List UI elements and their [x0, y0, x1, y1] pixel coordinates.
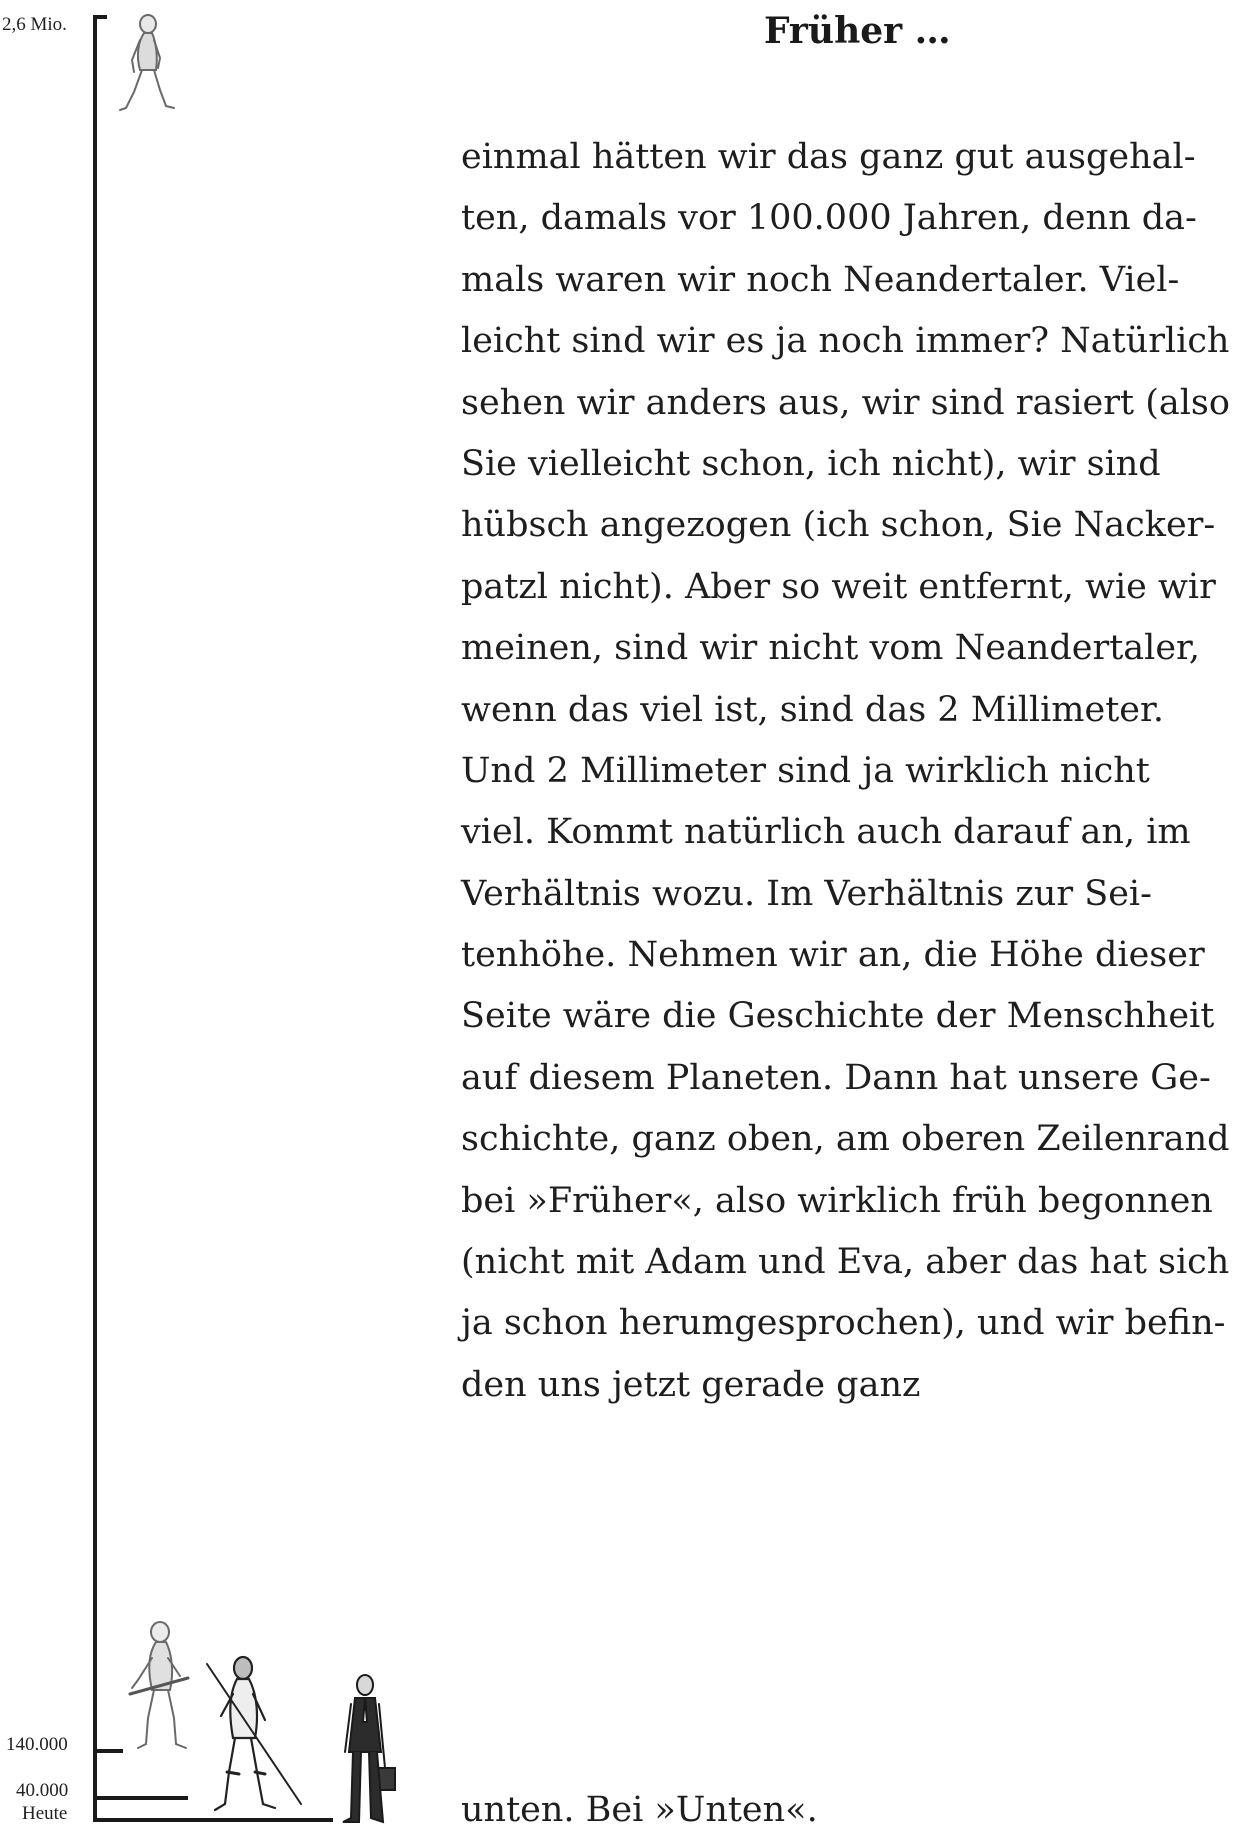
body-line: Und 2 Millimeter sind ja wirklich nicht [461, 750, 1150, 791]
body-line: patzl nicht). Aber so weit entfernt, wie wir [461, 566, 1216, 607]
timeline-label-140000: 140.000 [6, 1734, 68, 1755]
body-line: einmal hätten wir das ganz gut ausgehal- [461, 137, 1196, 177]
early-hominin-icon [112, 12, 184, 117]
timeline-label-40000: 40.000 [16, 1780, 69, 1801]
timeline-tick-40000 [93, 1796, 188, 1800]
neanderthal-icon [128, 1618, 198, 1754]
businessman-with-briefcase-icon [335, 1672, 397, 1824]
body-line: bei »Früher«, also wirklich früh begonnen [461, 1180, 1213, 1221]
body-line: hübsch angezogen (ich schon, Sie Nacker- [461, 505, 1216, 546]
body-line: Sie vielleicht schon, ich nicht), wir sind [461, 443, 1161, 484]
body-line: den uns jetzt gerade ganz [461, 1364, 921, 1405]
timeline-axis [93, 15, 97, 1822]
body-line: tenhöhe. Nehmen wir an, die Höhe dieser [461, 935, 1205, 976]
body-line: ja schon herumgesprochen), und wir befin- [461, 1303, 1226, 1344]
timeline-label-top: 2,6 Mio. [2, 14, 67, 35]
body-line: auf diesem Planeten. Dann hat unsere Ge- [461, 1057, 1211, 1098]
body-text [461, 127, 1252, 1416]
body-line: mals waren wir noch Neandertaler. Viel- [461, 259, 1180, 300]
body-line: Seite wäre die Geschichte der Menschheit [461, 996, 1215, 1037]
timeline-label-today: Heute [22, 1803, 68, 1824]
body-line: wenn das viel ist, sind das 2 Millimeter. [461, 689, 1164, 730]
body-line: ten, damals vor 100.000 Jahren, denn da- [461, 198, 1197, 239]
body-line: (nicht mit Adam und Eva, aber das hat sich [461, 1242, 1230, 1283]
body-line: leicht sind wir es ja noch immer? Natürlich [461, 321, 1230, 362]
body-line: viel. Kommt natürlich auch darauf an, im [461, 812, 1191, 853]
hunter-with-spear-icon [205, 1654, 305, 1814]
body-line: schichte, ganz oben, am oberen Zeilenrand [461, 1119, 1230, 1160]
page-heading: Früher … [764, 10, 951, 52]
body-line: meinen, sind wir nicht vom Neandertaler, [461, 628, 1201, 669]
closing-line: unten. Bei »Unten«. [461, 1790, 818, 1830]
body-line: sehen wir anders aus, wir sind rasiert (also [461, 382, 1230, 423]
timeline-tick-today [93, 1818, 333, 1822]
body-line: Verhältnis wozu. Im Verhältnis zur Sei- [461, 873, 1152, 914]
timeline-tick-140000 [93, 1749, 123, 1753]
timeline-tick-top [93, 15, 107, 19]
